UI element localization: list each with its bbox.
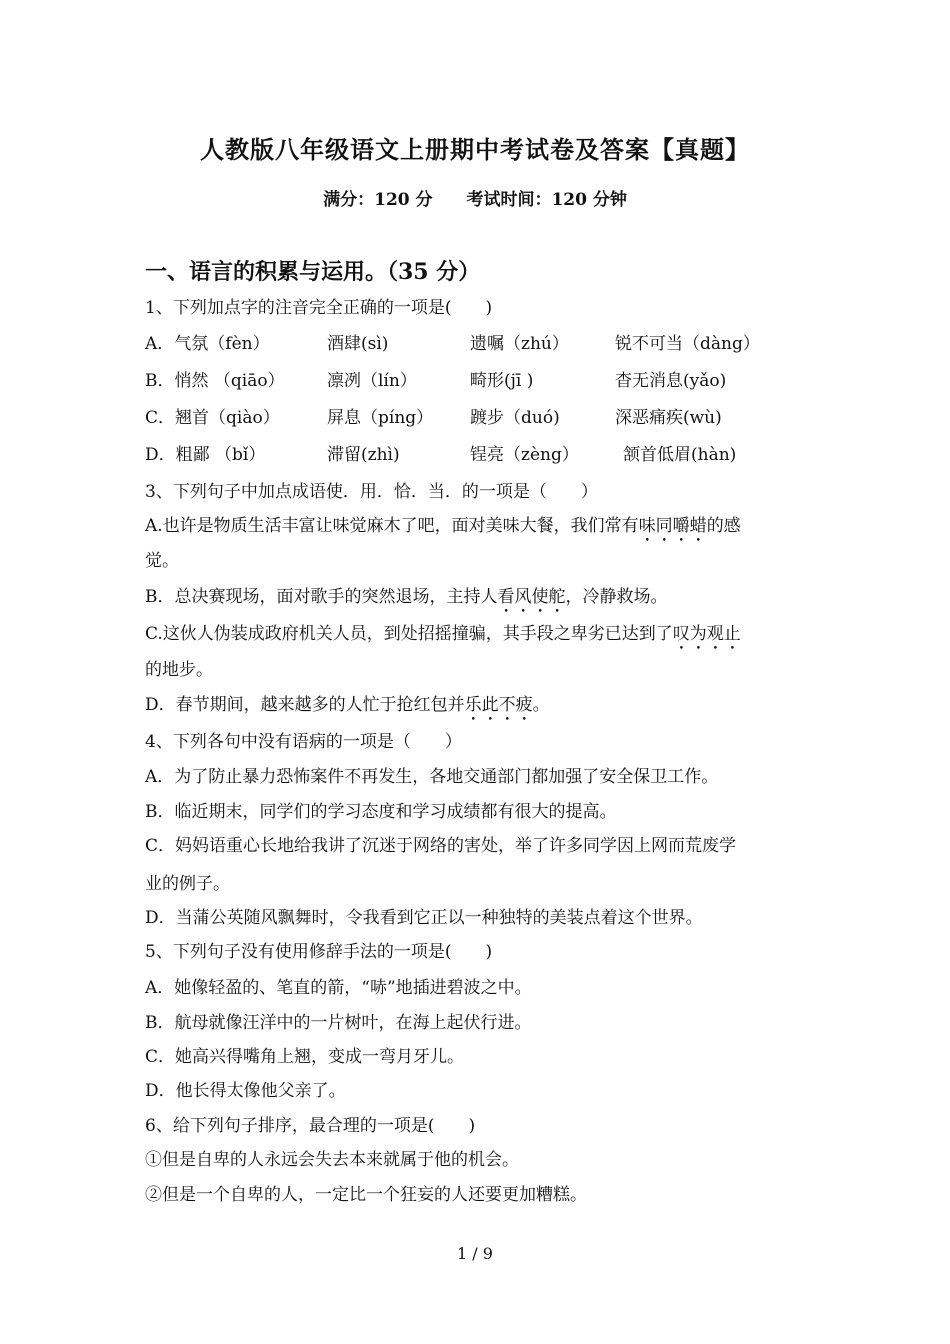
text: B．总决赛现场，面对歌手的突然退场，主持人 xyxy=(145,587,498,607)
q3-option-a-line2: 觉。 xyxy=(145,551,179,571)
option-cell: A．气氛（fèn） xyxy=(145,334,270,354)
question-3-stem: 3、下列句子中加点成语使．用．恰．当．的一项是（ ） xyxy=(145,482,598,502)
option-cell: D．粗鄙 （bǐ） xyxy=(145,445,266,465)
option-cell: 杳无消息(yǎo) xyxy=(615,371,727,391)
q4-option-a: A．为了防止暴力恐怖案件不再发生，各地交通部门都加强了安全保卫工作。 xyxy=(145,767,719,787)
exam-title: 人教版八年级语文上册期中考试卷及答案【真题】 xyxy=(200,135,750,164)
dotted-idiom: 乐此不疲 xyxy=(464,695,533,715)
text: D．春节期间，越来越多的人忙于抢红包并 xyxy=(145,695,465,715)
text: 的感 xyxy=(706,516,741,536)
q3-option-b xyxy=(145,582,668,617)
q4-option-d: D．当蒲公英随风飘舞时，令我看到它正以一种独特的美装点着这个世界。 xyxy=(145,908,703,928)
page-number: 1 / 9 xyxy=(457,1244,493,1263)
text: A.也许是物质生活丰富让味觉麻木了吧，面对美味大餐，我们常有 xyxy=(145,516,639,536)
exam-subtitle xyxy=(0,185,950,210)
option-cell: 屏息（píng） xyxy=(327,408,434,428)
q6-sentence-2: ②但是一个自卑的人，一定比一个狂妄的人还要更加糟糕。 xyxy=(145,1185,587,1205)
dotted-idiom: 看风使舵 xyxy=(497,587,566,607)
question-5-stem: 5、下列句子没有使用修辞手法的一项是( ) xyxy=(145,942,493,962)
q3-option-a-line1 xyxy=(145,511,741,546)
q4-option-c-line2: 业的例子。 xyxy=(145,874,230,894)
q5-option-a: A．她像轻盈的、笔直的箭，“哧”地插进碧波之中。 xyxy=(145,978,532,998)
option-cell: 遗嘱（zhú） xyxy=(470,334,569,354)
q3-option-c-line1 xyxy=(145,619,741,654)
q4-option-c-line1: C．妈妈语重心长地给我讲了沉迷于网络的害处，举了许多同学因上网而荒废学 xyxy=(145,836,737,856)
q3-option-c-line2: 的地步。 xyxy=(145,660,213,680)
option-cell: B．悄然 （qiāo） xyxy=(145,371,285,391)
option-cell: 锃亮（zèng） xyxy=(470,445,579,465)
full-score: 满分：120 分 xyxy=(323,190,433,210)
q4-option-b: B．临近期末，同学们的学习态度和学习成绩都有很大的提高。 xyxy=(145,802,617,822)
option-cell: 凛冽（lín） xyxy=(327,371,417,391)
q6-sentence-1: ①但是自卑的人永远会失去本来就属于他的机会。 xyxy=(145,1150,519,1170)
option-cell: 酒肆(sì) xyxy=(327,334,389,354)
q5-option-d: D．他长得太像他父亲了。 xyxy=(145,1081,346,1101)
text: ，冷静救场。 xyxy=(565,587,668,607)
text: C.这伙人伪装成政府机关人员，到处招摇撞骗，其手段之卑劣已达到了 xyxy=(145,624,673,644)
exam-time: 考试时间：120 分钟 xyxy=(466,190,627,210)
question-1-stem: 1、下列加点字的注音完全正确的一项是( ) xyxy=(145,298,493,318)
text: 。 xyxy=(532,695,550,715)
option-cell: 畸形(jī ) xyxy=(470,371,534,391)
q5-option-b: B．航母就像汪洋中的一片树叶，在海上起伏行进。 xyxy=(145,1013,532,1033)
question-6-stem: 6、给下列句子排序，最合理的一项是( ) xyxy=(145,1116,476,1136)
option-cell: 颔首低眉(hàn) xyxy=(623,445,737,465)
option-cell: 锐不可当（dàng） xyxy=(615,334,760,354)
q3-option-d xyxy=(145,690,550,725)
option-cell: 滞留(zhì) xyxy=(327,445,400,465)
option-cell: 踱步（duó) xyxy=(470,408,560,428)
dotted-idiom: 叹为观止 xyxy=(672,624,741,644)
option-cell: 深恶痛疾(wù) xyxy=(615,408,722,428)
option-cell: C．翘首（qiào） xyxy=(145,408,280,428)
question-4-stem: 4、下列各句中没有语病的一项是（ ） xyxy=(145,732,462,752)
dotted-idiom: 味同嚼蜡 xyxy=(638,516,707,536)
q5-option-c: C．她高兴得嘴角上翘，变成一弯月牙儿。 xyxy=(145,1047,465,1067)
section-heading: 一、语言的积累与运用。（35 分） xyxy=(145,259,481,285)
